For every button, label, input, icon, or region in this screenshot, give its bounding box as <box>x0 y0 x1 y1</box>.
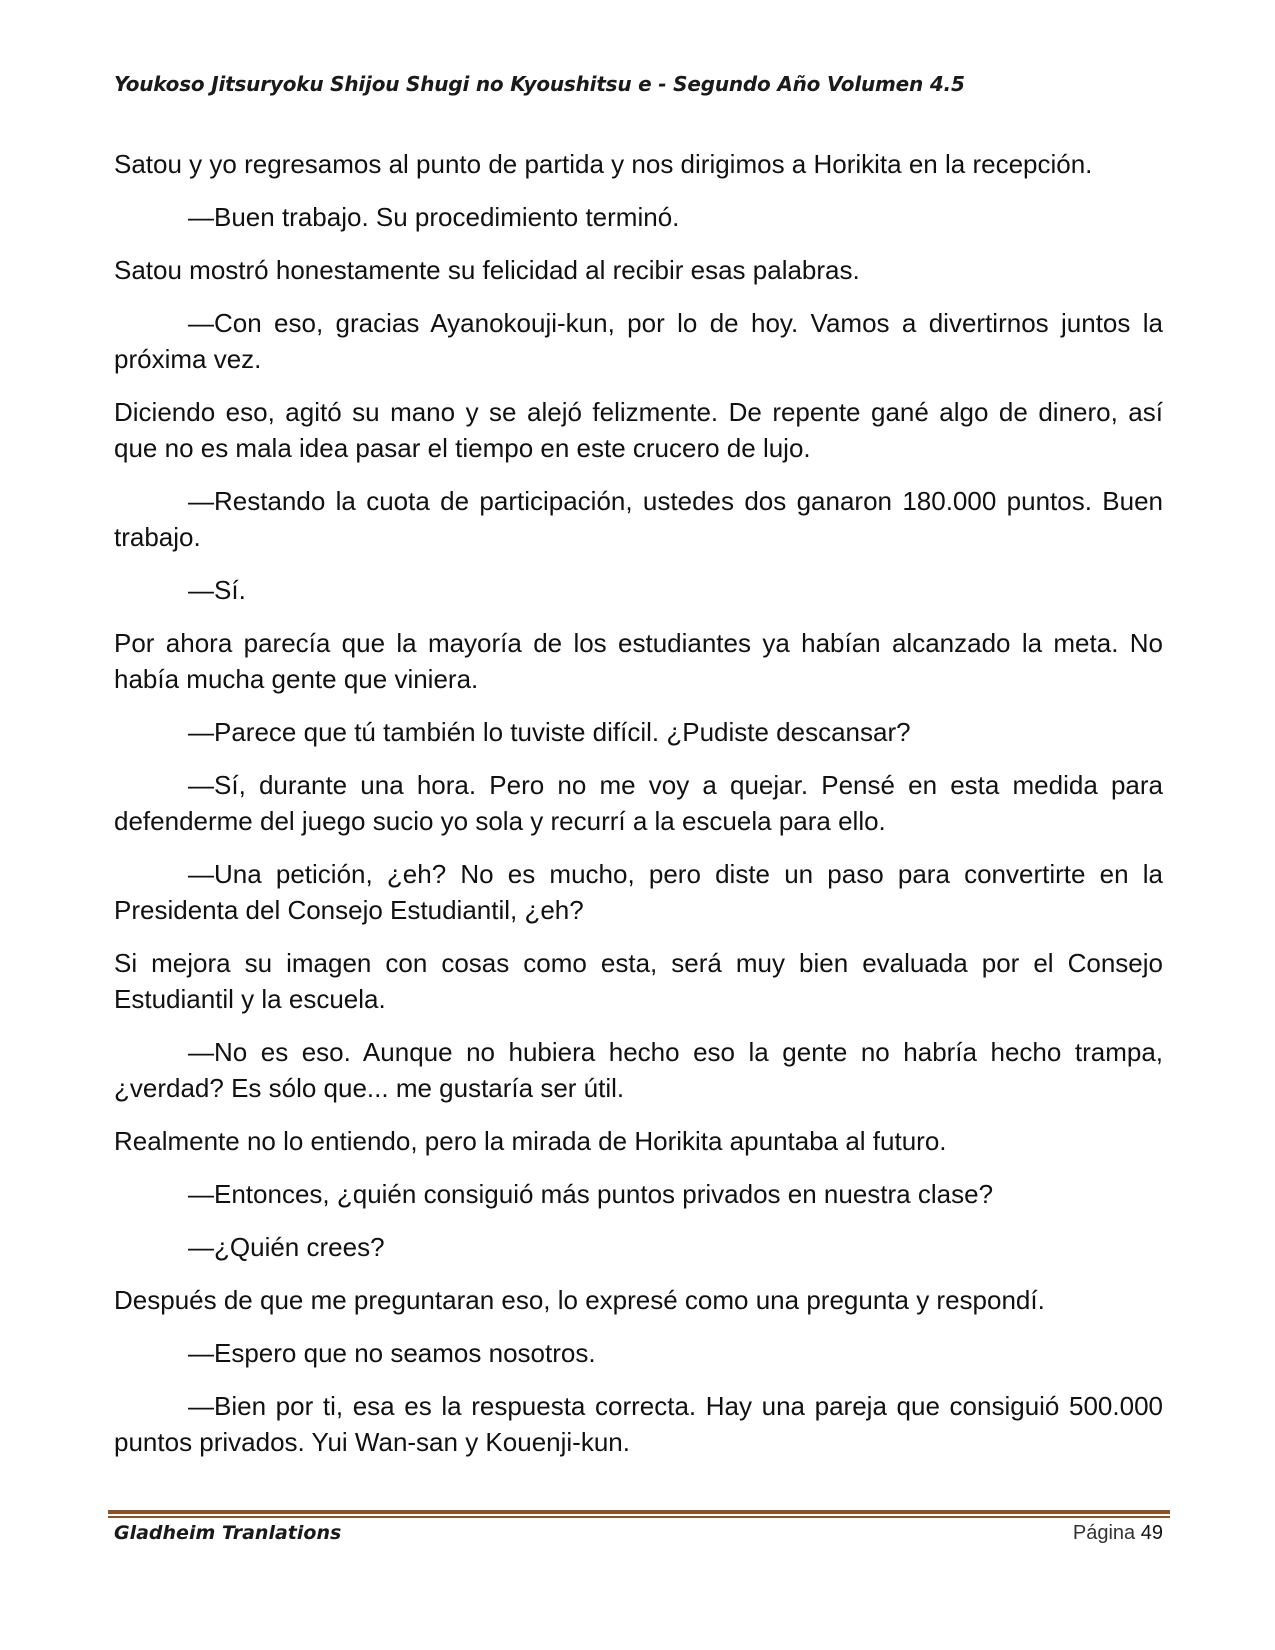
paragraph-19: —Bien por ti, esa es la respuesta correcta. Hay una pareja que consiguió 500.000 puntos privados. Yui Wan-san y Kouenji-kun. <box>114 1391 1163 1457</box>
paragraph-8: Por ahora parecía que la mayoría de los estudiantes ya habían alcanzado la meta. No había mucha gente que viniera. <box>114 628 1163 694</box>
paragraph-13: —No es eso. Aunque no hubiera hecho eso la gente no habría hecho trampa, ¿verdad? Es sólo que... me gustaría ser útil. <box>114 1037 1163 1103</box>
page-body <box>114 146 1163 1477</box>
page-number-block <box>1073 1522 1163 1545</box>
paragraph-3: Satou mostró honestamente su felicidad al recibir esas palabras. <box>114 255 860 285</box>
page-label: Página <box>1072 1522 1136 1544</box>
translator-credit: Gladheim Tranlations <box>114 1522 342 1544</box>
paragraph-10: —Sí, durante una hora. Pero no me voy a quejar. Pensé en esta medida para defenderme del juego sucio yo sola y recurrí a la escuela para ello. <box>114 770 1163 836</box>
paragraph-16: —¿Quién crees? <box>188 1232 385 1262</box>
paragraph-9: —Parece que tú también lo tuviste difícil. ¿Pudiste descansar? <box>188 717 911 747</box>
footer-divider-thick-line <box>108 1510 1170 1514</box>
paragraph-6: —Restando la cuota de participación, ustedes dos ganaron 180.000 puntos. Buen trabajo. <box>114 486 1163 552</box>
paragraph-17: Después de que me preguntaran eso, lo expresé como una pregunta y respondí. <box>114 1285 1045 1315</box>
paragraph-2: —Buen trabajo. Su procedimiento terminó. <box>188 202 680 232</box>
paragraph-18: —Espero que no seamos nosotros. <box>188 1338 596 1368</box>
paragraph-4: —Con eso, gracias Ayanokouji-kun, por lo de hoy. Vamos a divertirnos juntos la próxima vez. <box>114 308 1163 374</box>
paragraph-12: Si mejora su imagen con cosas como esta, será muy bien evaluada por el Consejo Estudiantil y la escuela. <box>114 948 1163 1014</box>
paragraph-11: —Una petición, ¿eh? No es mucho, pero diste un paso para convertirte en la Presidenta del Consejo Estudiantil, ¿eh? <box>114 859 1163 925</box>
paragraph-15: —Entonces, ¿quién consiguió más puntos privados en nuestra clase? <box>188 1179 994 1209</box>
paragraph-14: Realmente no lo entiendo, pero la mirada de Horikita apuntaba al futuro. <box>114 1126 947 1156</box>
paragraph-7: —Sí. <box>188 575 246 605</box>
paragraph-1: Satou y yo regresamos al punto de partida y nos dirigimos a Horikita en la recepción. <box>114 149 1093 179</box>
footer-divider-thin-line <box>108 1516 1170 1518</box>
paragraph-5: Diciendo eso, agitó su mano y se alejó felizmente. De repente gané algo de dinero, así que no es mala idea pasar el tiempo en este crucero de lujo. <box>114 397 1163 463</box>
running-header: Youkoso Jitsuryoku Shijou Shugi no Kyoushitsu e - Segundo Año Volumen 4.5 <box>114 72 965 96</box>
footer-divider <box>108 1510 1170 1518</box>
page-number: 49 <box>1140 1522 1163 1544</box>
